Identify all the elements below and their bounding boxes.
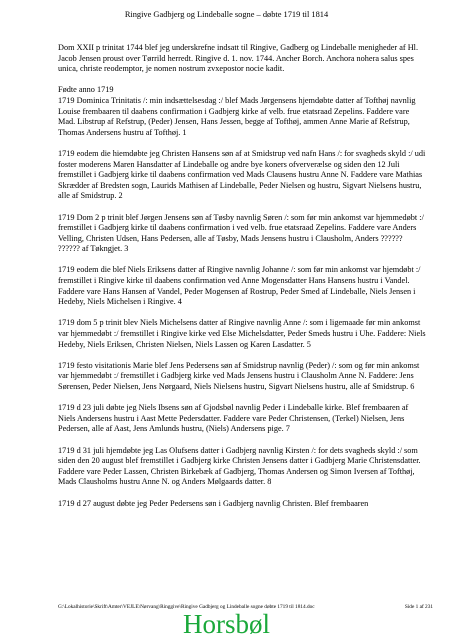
paragraph-entry-1: Fødte anno 1719 1719 Dominica Trinitatis /: min indsættelsesdag :/ blef Mads Jørgensens hjemdøbte datter af Tofthøj navnlig Louise frembaaren til daabens confirmation i Gadbjerg kirke af velb. frue etatsraad Zepelins. Faddere vare Mad. Libstrup af Refstrup, (Peder) Jensen, Hans Jessen, begge af Tofthøj, ammen Anne Marie af Refstrup, Thomas Andersens hustru af Tofthøj. 1 bbox=[58, 85, 416, 137]
watermark-logo: Horsbøl bbox=[183, 609, 270, 639]
footer-file-path: G:\Lokalhistorie\Skrift\Amter\VEJLE\Nørvang\Ringgive\Ringive Gadbjerg og Lindeballe sogne døbte 1719 til 1814.doc bbox=[58, 604, 315, 610]
paragraph-entry-5: 1719 dom 5 p trinit blev Niels Michelsens datter af Ringive navnlig Anne /: som i ligemaade før min ankomst var hjemmedøbt :/ fremstillet i Ringive kirke ved Else Michelsdatter, Peder Smeds hustru i Uhe. Faddere: Niels Hedeby, Niels Eriksen, Christen Nielsen, Niels Lassen og Karen Lasdatter. 5 bbox=[58, 318, 426, 349]
paragraph-entry-3: 1719 Dom 2 p trinit blef Jørgen Jensens søn af Tøsby navnlig Søren /: som før min ankomst var hjemmedøbt :/ fremstillet i Gadbjerg kirke til daabens confirmation i ved velb. frue etatsraad Zepelins. Faddere vare Anders Velling, Christen Udsen, Hans Pedersen, alle af Tøsby, Mads Jensens hustru i Clausholm, Anders ?????? ?????? af Tøkngjet. 3 bbox=[58, 212, 424, 254]
page-header: Ringive Gadbjerg og Lindeballe sogne – døbte 1719 til 1814 bbox=[124, 10, 329, 19]
paragraph-entry-9: 1719 d 27 august døbte jeg Peder Pedersens søn i Gadbjerg navnlig Christen. Blef frembaaren bbox=[58, 498, 369, 508]
paragraph-entry-2: 1719 eodem die hiemdøbte jeg Christen Hansens søn af at Smidstrup ved nafn Hans /: for svagheds skyld :/ udi foster moderens Maren Hansdatter af Lindeballe og andre bye koners ofververælse og siden den 12 Juli fremstillet i Gadbjerg kirke til daabens confirmation ved Mads Clausens hustru Anne N. Faddere vare Mathias Skrædder af Bredsten sogn, Laurids Mathisen af Lindeballe, Peder Nielsen og hustru, Sigvart Nielsens hustru, alle af Smidstrup. 2 bbox=[58, 148, 426, 201]
paragraph-entry-4: 1719 eodem die blef Niels Eriksens datter af Ringive navnlig Johanne /: som før min ankomst var hjemdøbt :/ fremstillet i Ringive kirke til daabens confirmation ved Anne Mogensdatter Hans Hansens hustru i Vandel. Faddere vare Hans Hansen af Vandel, Peder Mogensen af Rostrup, Peder Smed af Lindeballe, Niels Jensen i Hedeby, Niels Michelsen i Ringive. 4 bbox=[58, 265, 421, 307]
paragraph-installation: Dom XXII p trinitat 1744 blef jeg underskrefne indsatt til Ringive, Gadberg og Lindeballe menigheder af Hl. Jacob Jensen proust over Tørrild herredt. Ringive d. 1. nov. 1744. Ancher Borch. Anchora nohera salus spes unica, christe reodemptor, je nomen nostrum zvxepostor nocie kadit. bbox=[58, 43, 419, 74]
paragraph-entry-8: 1719 d 31 juli hjemdøbte jeg Las Olufsens datter i Gadbjerg navnlig Kirsten /: for dets svagheds skyld :/ som siden den 20 august blef fremstillet i Gadbjerg kirke Christen Jensens datter i Gadbjerg Marie Christensdatter. Faddere vare Peder Lassen, Christen Birkebæk af Gadbjerg, Thomas Andersen og Simon Iversen af Tofthøj, Mads Clausholms hustru Anne N. og Anders Mølgaards datter. 8 bbox=[58, 445, 421, 487]
paragraph-entry-7: 1719 d 23 juli døbte jeg Niels Ibsens søn af Gjodsbøl navnlig Peder i Lindeballe kirke. Blef frembaaren af Niels Andersens hustru i Aast Mette Pedersdatter. Faddere vare Peder Christensen, (Terkel) Nielsen, Jens Pedersen, alle af Aast, Jens Amlunds hustru, (Niels) Andersens pige. 7 bbox=[58, 403, 409, 434]
document-body bbox=[58, 43, 426, 520]
footer-page-number: Side 1 af 231 bbox=[404, 604, 433, 610]
paragraph-entry-6: 1719 festo visitationis Marie blef Jens Pedersens søn af Smidstrup navnlig (Peder) /: som og før min ankomst var hjemmedøbt :/ fremstillet i Gadbjerg kirke ved Mads Jensens hustru i Clausholm Anne N. Faddere: Jens Sørensen, Peder Nielsen, Jens Nørgaard, Niels Nielsens hustru, Sigvart Nielsens hustru, alle af Smidstrup. 6 bbox=[58, 360, 420, 391]
